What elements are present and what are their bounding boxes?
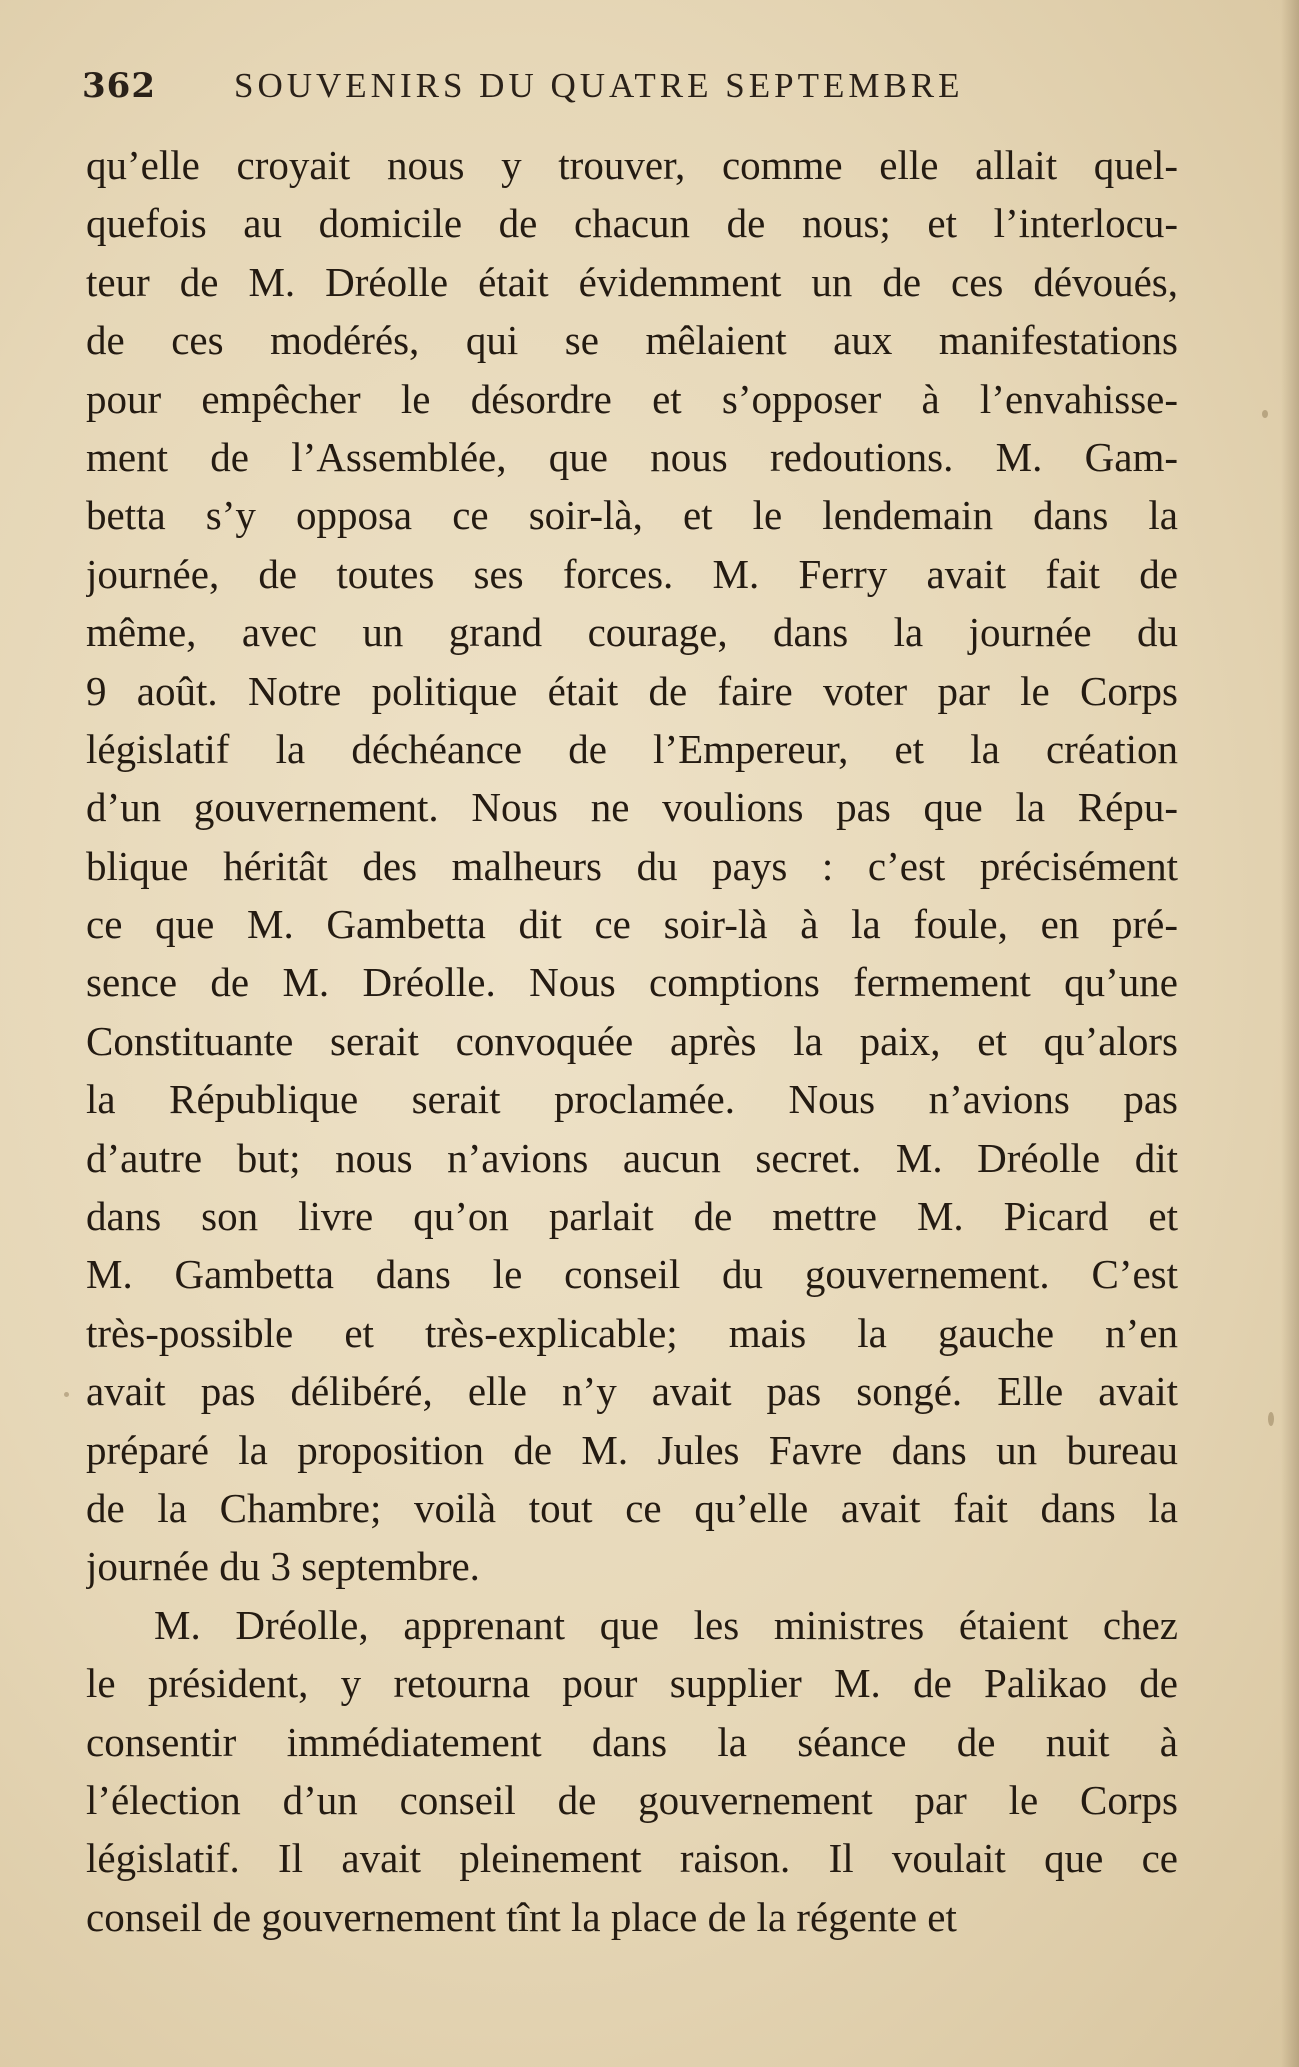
text-line: préparé la proposition de M. Jules Favre dans un bureau — [86, 1426, 1178, 1473]
text-line: 9 août. Notre politique était de faire voter par le Corps — [86, 667, 1178, 714]
text-line: ment de l’Assemblée, que nous redoutions. M. Gam- — [86, 433, 1178, 480]
text-line: d’autre but; nous n’avions aucun secret. M. Dréolle dit — [86, 1134, 1178, 1181]
text-line: d’un gouvernement. Nous ne voulions pas que la Répu- — [86, 784, 1178, 831]
text-line: Constituante serait convoquée après la paix, et qu’alors — [86, 1017, 1178, 1064]
page-number: 362 — [82, 66, 156, 106]
text-line: très-possible et très-explicable; mais la gauche n’en — [86, 1309, 1178, 1356]
text-line: consentir immédiatement dans la séance de nuit à — [86, 1718, 1178, 1765]
text-line: avait pas délibéré, elle n’y avait pas songé. Elle avait — [86, 1368, 1178, 1415]
text-line: le président, y retourna pour supplier M. de Palikao de — [86, 1660, 1178, 1707]
text-line: conseil de gouvernement tînt la place de la régente et — [86, 1893, 957, 1940]
text-line: journée du 3 septembre. — [86, 1543, 480, 1590]
body-text — [86, 136, 1178, 1946]
text-line: de la Chambre; voilà tout ce qu’elle avait fait dans la — [86, 1484, 1178, 1531]
text-line: blique héritât des malheurs du pays : c’est précisément — [86, 842, 1178, 889]
text-line: sence de M. Dréolle. Nous comptions fermement qu’une — [86, 959, 1178, 1006]
text-line: ce que M. Gambetta dit ce soir-là à la foule, en pré- — [86, 901, 1178, 948]
text-line: dans son livre qu’on parlait de mettre M. Picard et — [86, 1193, 1178, 1240]
text-line: journée, de toutes ses forces. M. Ferry avait fait de — [86, 550, 1178, 597]
text-line: pour empêcher le désordre et s’opposer à l’envahisse- — [86, 375, 1178, 422]
text-line: législatif la déchéance de l’Empereur, et la création — [86, 725, 1178, 772]
text-line: M. Gambetta dans le conseil du gouvernement. C’est — [86, 1251, 1178, 1298]
running-title: SOUVENIRS DU QUATRE SEPTEMBRE — [234, 66, 964, 105]
text-line: même, avec un grand courage, dans la journée du — [86, 609, 1178, 656]
paper-spot — [64, 1392, 69, 1397]
text-line: betta s’y opposa ce soir-là, et le lendemain dans la — [86, 492, 1178, 539]
text-line: l’élection d’un conseil de gouvernement par le Corps — [86, 1776, 1178, 1823]
paragraph — [86, 136, 1178, 1596]
text-line: qu’elle croyait nous y trouver, comme elle allait quel- — [86, 142, 1178, 188]
text-line: de ces modérés, qui se mêlaient aux manifestations — [86, 317, 1178, 364]
paragraph — [86, 1596, 1178, 1946]
text-line: quefois au domicile de chacun de nous; et l’interlocu- — [86, 200, 1178, 247]
page-header — [82, 62, 1212, 112]
paper-spot — [1262, 410, 1268, 418]
text-line: législatif. Il avait pleinement raison. Il voulait que ce — [86, 1835, 1178, 1882]
paper-spot — [1268, 1412, 1274, 1426]
text-line: M. Dréolle, apprenant que les ministres étaient chez — [154, 1601, 1178, 1648]
text-line: teur de M. Dréolle était évidemment un de ces dévoués, — [86, 258, 1178, 305]
text-line: la République serait proclamée. Nous n’avions pas — [86, 1076, 1178, 1123]
